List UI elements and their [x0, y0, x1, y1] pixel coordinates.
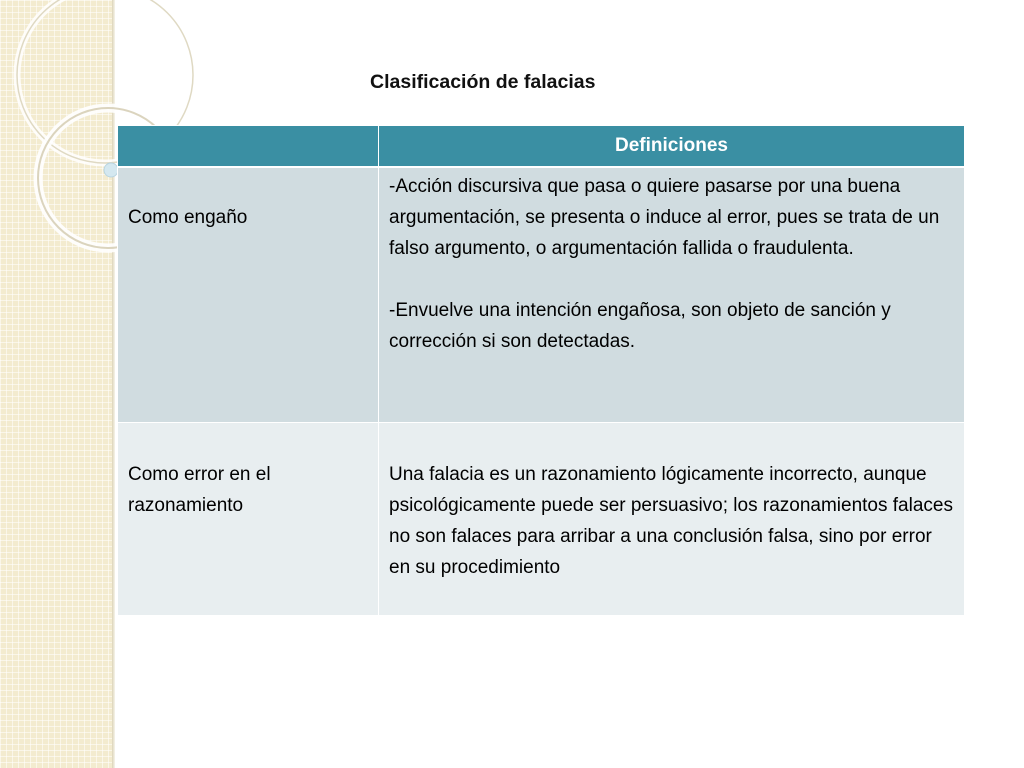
definition-paragraph: Una falacia es un razonamiento lógicamente incorrecto, aunque psicológicamente puede ser persuasivo; los razonamientos falaces no son falaces para arribar a una conclusión falsa, sino por error en su procedimiento — [389, 464, 953, 578]
definitions-table — [117, 125, 965, 616]
table-header-row — [118, 126, 965, 167]
definition-cell — [379, 167, 965, 423]
slide-title: Clasificación de falacias — [370, 71, 596, 93]
table-row — [118, 167, 965, 423]
header-definitions: Definiciones — [379, 126, 965, 167]
table-row — [118, 423, 965, 616]
header-empty-cell — [118, 126, 379, 167]
definition-paragraph: -Acción discursiva que pasa o quiere pasarse por una buena argumentación, se presenta o induce al error, pues se trata de un falso argumento, o argumentación fallida o fraudulenta. — [389, 175, 940, 259]
row-label-cell — [118, 423, 379, 616]
row-label: Como error en el razonamiento — [128, 464, 271, 516]
row-label-cell — [118, 167, 379, 423]
definition-paragraph: -Envuelve una intención engañosa, son objeto de sanción y corrección si son detectadas. — [389, 299, 891, 352]
row-label: Como engaño — [128, 206, 248, 228]
decorative-dot — [104, 163, 118, 177]
definition-cell — [379, 423, 965, 616]
